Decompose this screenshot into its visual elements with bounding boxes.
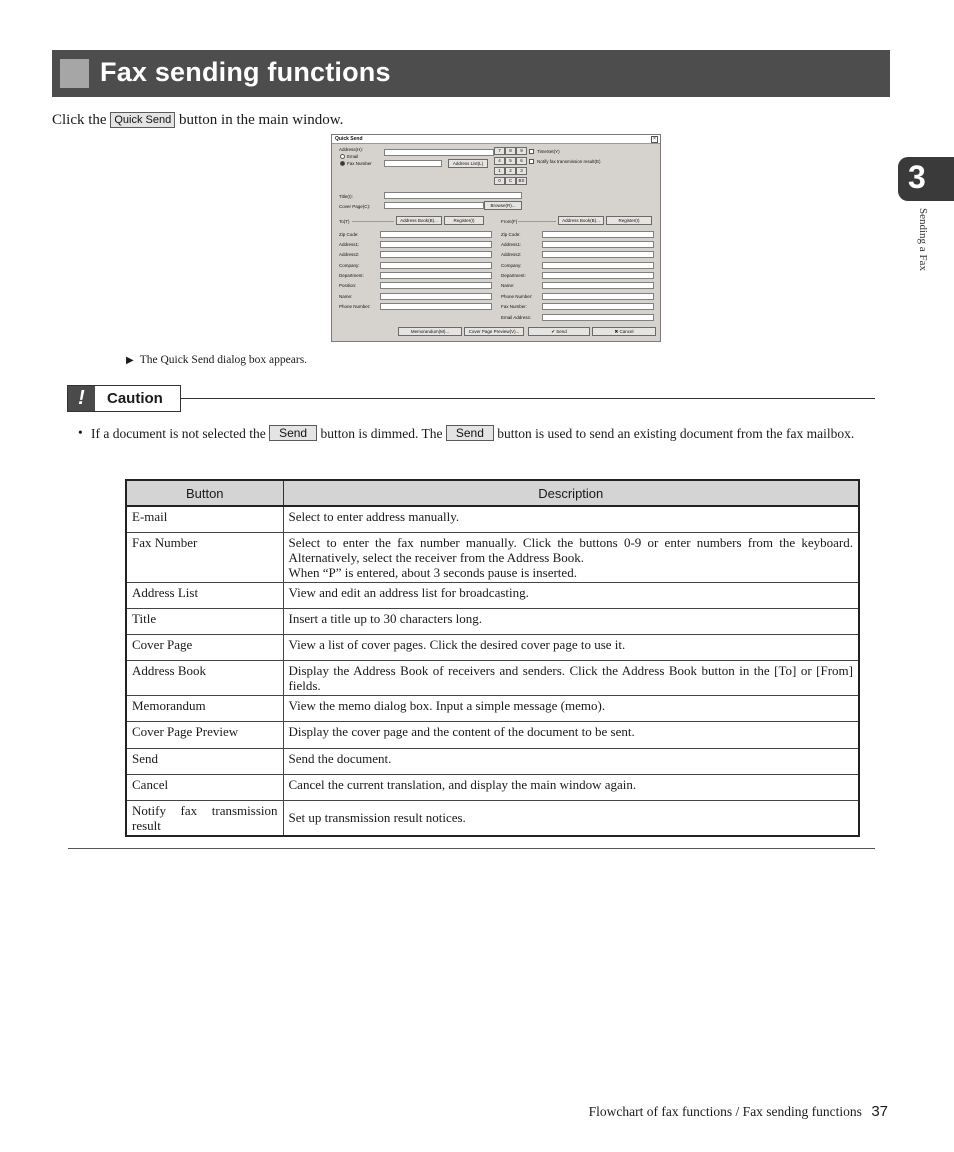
table-cell-description: Set up transmission result notices.: [283, 800, 859, 836]
cover-page-input[interactable]: [384, 202, 484, 209]
send-button-inline: Send: [446, 425, 494, 441]
table-cell-button: Fax Number: [126, 532, 283, 582]
send-button-label: Send: [556, 329, 567, 334]
address-list-button[interactable]: Address List(L): [448, 159, 488, 168]
title-label: Title(I):: [339, 194, 353, 199]
notify-checkbox[interactable]: [529, 159, 534, 164]
email-label: Email: [347, 154, 359, 159]
to-field-input[interactable]: [380, 262, 492, 269]
chapter-number: 3: [908, 159, 926, 195]
table-cell-description: Insert a title up to 30 characters long.: [283, 608, 859, 634]
keypad-key[interactable]: C: [505, 177, 516, 185]
table-row: [126, 532, 859, 582]
keypad-key[interactable]: 8: [505, 147, 516, 155]
cross-icon: ✖: [614, 329, 620, 334]
triangle-arrow-icon: ▶: [126, 355, 134, 366]
to-field-label: Position:: [339, 283, 357, 288]
to-field-label: Company:: [339, 263, 360, 268]
table-row: [126, 721, 859, 748]
time-set-label: TimeSet(Y): [537, 149, 560, 154]
title-input[interactable]: [384, 192, 522, 199]
bullet-dot: •: [78, 425, 83, 440]
time-set-checkbox[interactable]: [529, 149, 534, 154]
page-title: Fax sending functions: [100, 57, 391, 87]
to-field-input[interactable]: [380, 303, 492, 310]
table-header-row: [126, 480, 859, 506]
from-field-input[interactable]: [542, 251, 654, 258]
table-cell-button: Send: [126, 748, 283, 774]
fax-number-radio[interactable]: [340, 161, 345, 166]
from-register-button[interactable]: Register(I): [606, 216, 652, 225]
description-line: Select to enter the fax number manually. Click the buttons 0-9 or enter numbers from the keyboard. Alternatively, select the receiver from the Address Book.: [288, 534, 853, 565]
quick-send-button: Quick Send: [110, 112, 175, 128]
keypad-key[interactable]: 2: [505, 167, 516, 175]
caution-text: [91, 425, 876, 442]
caution-box: [67, 385, 181, 412]
to-divider: [352, 221, 394, 222]
cover-page-preview-button[interactable]: Cover Page Preview(V)...: [464, 327, 524, 336]
from-field-input[interactable]: [542, 282, 654, 289]
from-address-book-button[interactable]: Address Book(B)...: [558, 216, 604, 225]
table-row: [126, 506, 859, 532]
result-note: [126, 354, 307, 366]
from-field-label: Phone Number:: [501, 294, 533, 299]
keypad-key[interactable]: 4: [494, 157, 505, 165]
keypad-key[interactable]: 0: [494, 177, 505, 185]
page-footer: [589, 1103, 888, 1120]
to-field-input[interactable]: [380, 282, 492, 289]
from-field-label: Zip Code:: [501, 232, 521, 237]
to-field-input[interactable]: [380, 293, 492, 300]
table-row: [126, 800, 859, 836]
send-button[interactable]: [528, 327, 590, 336]
table-row: [126, 660, 859, 695]
keypad-key[interactable]: 1: [494, 167, 505, 175]
notify-label: Notify fax transmission result(E): [537, 159, 601, 164]
keypad-key[interactable]: BS: [516, 177, 527, 185]
from-field-label: Email Address:: [501, 315, 532, 320]
browse-button[interactable]: Browse(R)...: [484, 201, 522, 210]
from-divider: [518, 221, 556, 222]
memorandum-button[interactable]: Memorandum(M)...: [398, 327, 462, 336]
to-field-input[interactable]: [380, 272, 492, 279]
table-cell-button: Address List: [126, 582, 283, 608]
address-label: Address(H):: [339, 147, 364, 152]
keypad-key[interactable]: 5: [505, 157, 516, 165]
table-row: [126, 774, 859, 800]
cover-page-label: Cover Page(C):: [339, 204, 371, 209]
to-field-label: Department:: [339, 273, 364, 278]
table-row: [126, 634, 859, 660]
from-field-label: Address1:: [501, 242, 522, 247]
caution-text-1: If a document is not selected the: [91, 426, 266, 441]
from-field-input[interactable]: [542, 231, 654, 238]
keypad-key[interactable]: 3: [516, 167, 527, 175]
caution-text-3: button is used to send an existing document from the fax mailbox.: [497, 426, 855, 441]
caution-text-2: button is dimmed. The: [320, 426, 443, 441]
table-cell-button: Cancel: [126, 774, 283, 800]
table-row: [126, 748, 859, 774]
table-cell-button: Memorandum: [126, 695, 283, 721]
description-line: When “P” is entered, about 3 seconds pause is inserted.: [288, 564, 577, 580]
table-cell-button: Notify fax transmission result: [126, 800, 283, 836]
exclamation-icon: !: [68, 386, 95, 411]
to-field-input[interactable]: [380, 241, 492, 248]
keypad-key[interactable]: 6: [516, 157, 527, 165]
from-field-label: Address2:: [501, 252, 522, 257]
table-header-description: Description: [283, 480, 859, 506]
cancel-button-label: Cancel: [619, 329, 634, 334]
caution-label: Caution: [107, 390, 163, 407]
to-register-button[interactable]: Register(I): [444, 216, 484, 225]
checkmark-icon: ✔: [551, 329, 557, 334]
keypad-key[interactable]: 9: [516, 147, 527, 155]
table-cell-description: Send the document.: [283, 748, 859, 774]
table-cell-description: View a list of cover pages. Click the desired cover page to use it.: [283, 634, 859, 660]
to-field-input[interactable]: [380, 251, 492, 258]
table-row: [126, 582, 859, 608]
to-field-label: Address1:: [339, 242, 360, 247]
fax-number-label: Fax Number: [347, 161, 372, 166]
from-field-input[interactable]: [542, 303, 654, 310]
instruction: [52, 112, 343, 129]
keypad-key[interactable]: 7: [494, 147, 505, 155]
from-field-label: Department:: [501, 273, 526, 278]
from-label: From(F): [501, 219, 518, 224]
bottom-divider: [68, 848, 875, 849]
table-cell-description: Select to enter address manually.: [283, 506, 859, 532]
close-icon[interactable]: ×: [651, 136, 658, 143]
table-row: [126, 608, 859, 634]
dialog-title: Quick Send: [335, 136, 363, 142]
title-square-icon: [60, 59, 89, 88]
note-text: The Quick Send dialog box appears.: [139, 354, 308, 366]
table-cell-description: View the memo dialog box. Input a simple message (memo).: [283, 695, 859, 721]
table-cell-description: View and edit an address list for broadcasting.: [283, 582, 859, 608]
table-cell-description: Display the Address Book of receivers and senders. Click the Address Book button in the [To] or [From] fields.: [283, 660, 859, 695]
table-cell-button: E-mail: [126, 506, 283, 532]
table-cell-button: Title: [126, 608, 283, 634]
table-cell-button: Cover Page Preview: [126, 721, 283, 748]
table-cell-description: Cancel the current translation, and display the main window again.: [283, 774, 859, 800]
from-field-label: Name:: [501, 283, 515, 288]
chapter-tab: [898, 157, 954, 201]
table-cell-description: Display the cover page and the content of the document to be sent.: [283, 721, 859, 748]
quick-send-dialog: [331, 134, 661, 342]
footer-breadcrumb: Flowchart of fax functions / Fax sending functions: [588, 1104, 862, 1119]
address-input[interactable]: [384, 149, 494, 156]
from-field-input[interactable]: [542, 241, 654, 248]
from-field-label: Fax Number:: [501, 304, 528, 309]
table-cell-button: Address Book: [126, 660, 283, 695]
from-field-input[interactable]: [542, 262, 654, 269]
dialog-title-bar: [332, 135, 660, 144]
from-field-input[interactable]: [542, 293, 654, 300]
instruction-after: button in the main window.: [178, 112, 344, 128]
cancel-button[interactable]: [592, 327, 656, 336]
caution-divider: [181, 398, 875, 399]
to-field-label: Phone Number:: [339, 304, 371, 309]
chapter-label: Sending a Fax: [917, 208, 929, 271]
instruction-before: Click the: [52, 112, 107, 128]
table-cell-button: Cover Page: [126, 634, 283, 660]
to-field-input[interactable]: [380, 231, 492, 238]
send-button-inline: Send: [269, 425, 317, 441]
to-address-book-button[interactable]: Address Book(B)...: [396, 216, 442, 225]
button-description-table: [125, 479, 860, 837]
from-field-label: Company:: [501, 263, 522, 268]
from-field-input[interactable]: [542, 272, 654, 279]
table-row: [126, 695, 859, 721]
to-field-label: Name:: [339, 294, 353, 299]
email-radio[interactable]: [340, 154, 345, 159]
from-field-input[interactable]: [542, 314, 654, 321]
to-field-label: Zip Code:: [339, 232, 359, 237]
to-label: To(T): [339, 219, 350, 224]
table-cell-description: [283, 532, 859, 582]
page-number: 37: [871, 1103, 888, 1120]
fax-number-input[interactable]: [384, 160, 442, 167]
to-field-label: Address2:: [339, 252, 360, 257]
table-header-button: Button: [126, 480, 283, 506]
page-title-bar: [52, 50, 890, 97]
